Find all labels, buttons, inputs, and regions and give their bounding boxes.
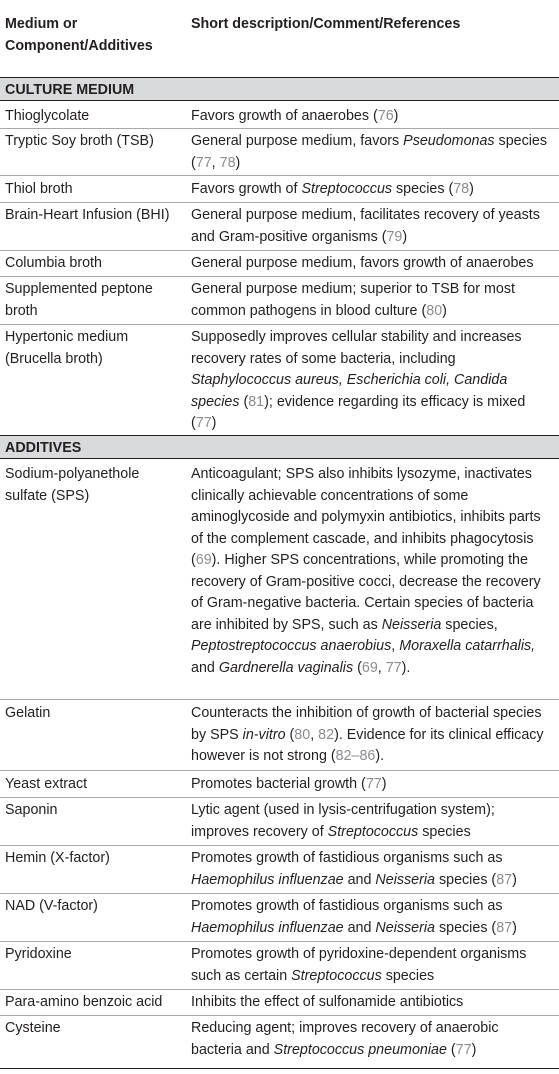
- row-name: NAD (V-factor): [5, 898, 98, 914]
- column-header-medium: Medium or Component/Additives: [5, 16, 153, 54]
- row-name: Supplemented peptone broth: [5, 281, 153, 319]
- row-name: Cysteine: [5, 1020, 61, 1036]
- row-divider: [0, 276, 559, 277]
- row-desc: Promotes growth of fastidious organisms such as Haemophilus influenzae and Neisseria species (87): [191, 898, 517, 936]
- row-divider: [0, 699, 559, 700]
- row-divider: [0, 845, 559, 846]
- row-name: Hypertonic medium (Brucella broth): [5, 329, 129, 367]
- row-desc: Favors growth of Streptococcus species (78): [191, 181, 474, 197]
- row-desc: Anticoagulant; SPS also inhibits lysozyme, inactivates clinically achievable concentrations of some aminoglycoside and polymyxin antibiotics, inhibits parts of the complement cascade, and inhibits phagocytosis (69). Higher SPS concentrations, while promoting the recovery of Gram-positive cocci, decrease the recovery of Gram-negative bacteria. Certain species of bacteria are inhibited by SPS, such as Neisseria species, Peptostreptococcus anaerobius, Moraxella catarrhalis, and Gardnerella vaginalis (69, 77).: [191, 466, 541, 676]
- row-desc: General purpose medium, facilitates recovery of yeasts and Gram-positive organisms (79): [191, 207, 540, 245]
- row-desc: Reducing agent; improves recovery of anaerobic bacteria and Streptococcus pneumoniae (77): [191, 1020, 499, 1058]
- row-desc: Promotes growth of pyridoxine-dependent organisms such as certain Streptococcus species: [191, 946, 527, 984]
- row-desc: Promotes growth of fastidious organisms such as Haemophilus influenzae and Neisseria species (87): [191, 850, 517, 888]
- row-divider: [0, 250, 559, 251]
- row-name: Para-amino benzoic acid: [5, 994, 163, 1010]
- row-divider: [0, 797, 559, 798]
- row-name: Columbia broth: [5, 255, 102, 271]
- section-title: ADDITIVES: [5, 440, 82, 456]
- row-desc: Supposedly improves cellular stability and increases recovery rates of some bacteria, including Staphylococcus aureus, Escherichia coli, Candida species (81); evidence regarding its efficacy is mixed (77): [191, 329, 526, 431]
- row-name: Thioglycolate: [5, 108, 90, 124]
- section-band-culture-medium: [0, 77, 559, 101]
- row-name: Pyridoxine: [5, 946, 72, 962]
- row-name: Tryptic Soy broth (TSB): [5, 133, 154, 149]
- row-desc: Counteracts the inhibition of growth of bacterial species by SPS in-vitro (80, 82). Evidence for its clinical efficacy however is not strong (82–86).: [191, 705, 544, 764]
- row-name: Yeast extract: [5, 776, 88, 792]
- row-divider: [0, 324, 559, 325]
- section-band-additives: [0, 435, 559, 459]
- row-divider: [0, 175, 559, 176]
- row-name: Thiol broth: [5, 181, 73, 197]
- row-name: Sodium-polyanethole sulfate (SPS): [5, 466, 140, 504]
- row-desc: Favors growth of anaerobes (76): [191, 108, 399, 124]
- row-divider: [0, 989, 559, 990]
- row-name: Gelatin: [5, 705, 51, 721]
- row-divider: [0, 770, 559, 771]
- section-title: CULTURE MEDIUM: [5, 82, 135, 98]
- row-desc: Lytic agent (used in lysis-centrifugation system); improves recovery of Streptococcus species: [191, 802, 495, 840]
- row-divider: [0, 893, 559, 894]
- row-desc: General purpose medium, favors Pseudomonas species (77, 78): [191, 133, 548, 171]
- row-divider: [0, 128, 559, 129]
- row-name: Brain-Heart Infusion (BHI): [5, 207, 170, 223]
- row-name: Saponin: [5, 802, 58, 818]
- table-bottom-rule: [0, 1068, 559, 1069]
- row-desc: Promotes bacterial growth (77): [191, 776, 387, 792]
- row-desc: General purpose medium; superior to TSB for most common pathogens in blood culture (80): [191, 281, 515, 319]
- column-header-description: Short description/Comment/References: [191, 16, 461, 32]
- row-name: Hemin (X-factor): [5, 850, 110, 866]
- row-divider: [0, 1015, 559, 1016]
- row-divider: [0, 941, 559, 942]
- row-desc: Inhibits the effect of sulfonamide antibiotics: [191, 994, 464, 1010]
- row-divider: [0, 202, 559, 203]
- row-desc: General purpose medium, favors growth of anaerobes: [191, 255, 534, 271]
